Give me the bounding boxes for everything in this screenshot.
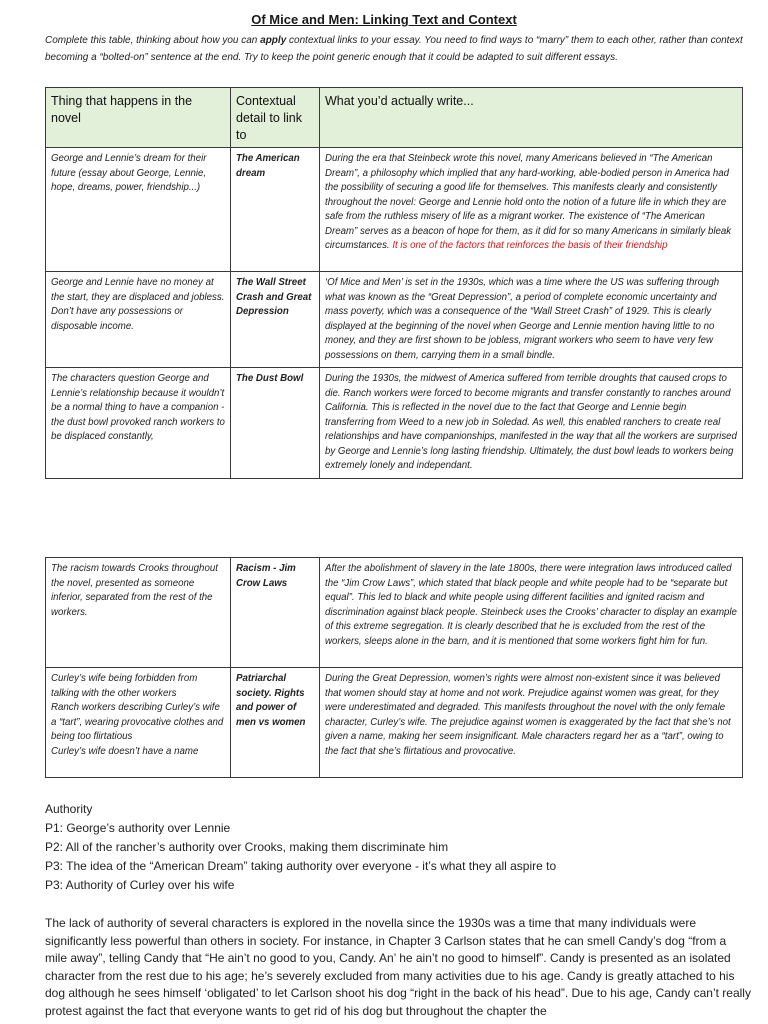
writing-cell: After the abolishment of slavery in the late 1800s, there were integration laws introduced called the “Jim Crow Laws”, which stated that black people and white people had to be “separate but equal”. This led to black and white people using different facilities and ignited racism and discrimination against black people. Steinbeck uses the Crooks’ character to display an example of this extreme segregation. It is clearly described that he is excluded from the rest of the workers, sleeps alone in the barn, and it is mentioned that some workers fight him for fun. (320, 558, 743, 668)
plan-point: P3: Authority of Curley over his wife (45, 878, 235, 892)
table-row (46, 148, 743, 272)
writing-cell: During the Great Depression, women’s rights were almost non-existent since it was believed that women should stay at home and not work. Prejudice against women was great, for they were underestimated and degraded. This manifests throughout the novel with the only female character, Curley’s wife. The prejudice against women is exaggerated by the fact that she’s not given a name, making her seem insignificant. Male characters regard her as a “tart”, owing to the fact that she’s flirtatious and provocative. (320, 668, 743, 778)
event-cell: The racism towards Crooks throughout the novel, presented as someone inferior, separated from the rest of the workers. (46, 558, 231, 668)
document-title: Of Mice and Men: Linking Text and Context (251, 12, 517, 27)
plan-point: P2: All of the rancher’s authority over Crooks, making them discriminate him (45, 840, 449, 854)
essay-paragraph: The lack of authority of several characters is explored in the novella since the 1930s was a time that many individuals were significantly less powerful than others in society. For instance, in Chapter 3 Carlson states that he can smell Candy’s dog “from a mile away”, telling Candy that “He ain’t no good to you, Candy. An’ he ain’t no good to himself”. Candy is presented as an isolated character from the rest due to his age; he’s severely excluded from many activities due to his age. Candy is greatly attached to his dog although he sees himself ‘obligated’ to let Carlson shoot his dog “right in the back of his head”. Due to his age, Candy can’t really protest against the fact that everyone wants to get rid of his dog but throughout the chapter the (45, 916, 751, 1018)
context-cell: The Wall Street Crash and Great Depression (231, 272, 320, 368)
instructions-emphasis: apply (260, 35, 287, 46)
event-cell: Curley’s wife being forbidden from talking with the other workers Ranch workers describing Curley’s wife a “tart”, wearing provocative clothes and being too flirtatious Curley’s wife doesn’t have a name (46, 668, 231, 778)
authority-heading: Authority (45, 802, 93, 816)
header-writing: What you’d actually write... (320, 88, 743, 148)
table-row (46, 558, 743, 668)
writing-cell: ‘Of Mice and Men’ is set in the 1930s, which was a time where the US was suffering through what was known as the “Great Depression”, a period of complete economic uncertainty and mass poverty, which was a consequence of the “Wall Street Crash” of 1929. This is clearly displayed at the beginning of the novel when George and Lennie mention having little to no money, and they are first shown to be jobless, migrant workers who seem to have very few possessions on them, carrying them in a small bindle. (320, 272, 743, 368)
writing-text: During the era that Steinbeck wrote this novel, many Americans believed in “The American Dream”, a philosophy which implied that any hard-working, able-bodied person in America had the possibility of securing a good life for themselves. This manifests clearly and consistently throughout the novel: George and Lennie hold onto the notion of a future life in which they are safe from the ruthless misery of life as a migrant worker. The existence of “The American Dream” serves as a beacon of hope for them, as it did for so many Americans in similarly bleak circumstances. (325, 153, 732, 251)
plan-point: P3: The idea of the “American Dream” taking authority over everyone - it’s what they all aspire to (45, 859, 557, 873)
header-event: Thing that happens in the novel (46, 88, 231, 148)
context-table-part-2 (45, 557, 743, 778)
authority-plan (45, 800, 745, 895)
context-cell: Patriarchal society. Rights and power of men vs women (231, 668, 320, 778)
table-header-row (46, 88, 743, 148)
table-row (46, 272, 743, 368)
instructions (45, 32, 745, 66)
context-table-part-1 (45, 87, 743, 479)
instructions-text-start: Complete this table, thinking about how you can (45, 35, 261, 46)
context-cell: Racism - Jim Crow Laws (231, 558, 320, 668)
writing-highlight-red: It is one of the factors that reinforces the basis of their friendship (392, 240, 668, 251)
event-cell: George and Lennie’s dream for their future (essay about George, Lennie, hope, dreams, power, friendship...) (46, 148, 231, 272)
context-cell: The American dream (231, 148, 320, 272)
table-row (46, 368, 743, 479)
event-cell: The characters question George and Lennie’s relationship because it wouldn’t be a normal thing to have a companion - the dust bowl provoked ranch workers to be displaced constantly, (46, 368, 231, 479)
table-row (46, 668, 743, 778)
writing-cell (320, 148, 743, 272)
instructions-text-end: contextual links to your essay. You need to find ways to “marry” them to each other, rather than context becoming a “bolted-on” sentence at the end. Try to keep the point generic enough that it could be adapted to suit different essays. (45, 35, 743, 63)
plan-point: P1: George’s authority over Lennie (45, 821, 231, 835)
context-cell: The Dust Bowl (231, 368, 320, 479)
event-cell: George and Lennie have no money at the start, they are displaced and jobless. Don’t have any possessions or disposable income. (46, 272, 231, 368)
header-context: Contextual detail to link to (231, 88, 320, 148)
writing-cell: During the 1930s, the midwest of America suffered from terrible droughts that caused crops to die. Ranch workers were forced to become migrants and transfer constantly to ranches around California. This is reflected in the novel due to the fact that George and Lennie begin transferring from Weed to a new job in Soledad. As well, this enabled ranchers to create real relationships and have companionships, manifested in the way that all the workers are surprised by George and Lennie’s long lasting friendship. Ultimately, the dust bowl leads to workers being extremely lonely and independant. (320, 368, 743, 479)
